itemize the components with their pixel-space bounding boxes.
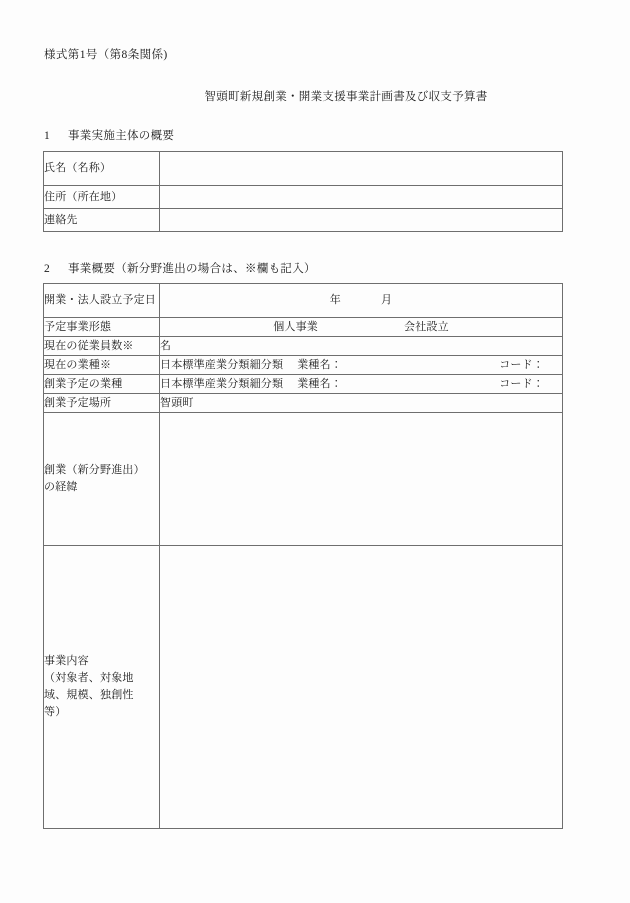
section-2-heading [44,260,316,276]
contents-label-line-2: （対象者、対象地 [44,672,134,684]
row-value-planned-industry[interactable] [160,375,563,394]
section-2-title: 事業概要（新分野進出の場合は、※欄も記入） [68,263,316,275]
row-value-contents[interactable] [160,546,563,829]
form-number: 様式第1号（第8条関係) [44,49,168,61]
contents-label-line-1: 事業内容 [44,655,89,667]
section-1-title: 事業実施主体の概要 [68,130,175,142]
row-label-name: 氏名（名称） [44,152,160,186]
contents-label-line-4: 等） [44,706,67,718]
row-label-location: 創業予定場所 [44,394,160,413]
row-label-contents [44,546,160,829]
planned-industry-name-label: 業種名： [297,377,343,390]
row-value-name[interactable] [160,152,563,186]
employee-count-unit: 名 [160,339,172,352]
section-2-number: 2 [44,263,51,275]
current-industry-name-label: 業種名： [297,358,343,371]
business-form-options [273,321,449,333]
section-1-number: 1 [44,130,51,142]
row-label-background [44,413,160,546]
current-industry-code-label: コード： [499,358,544,371]
table-row [44,546,563,829]
row-label-current-industry: 現在の業種※ [44,356,160,375]
row-value-founding-date[interactable] [160,284,563,318]
planned-industry-classification: 日本標準産業分類細分類 [160,377,284,390]
row-value-current-industry[interactable] [160,356,563,375]
contents-label-line-3: 域、規模、独創性 [44,689,134,701]
row-value-background[interactable] [160,413,563,546]
business-overview-table [43,283,563,829]
table-row [44,356,563,375]
planned-industry-fields [160,376,562,393]
current-industry-left [160,357,342,374]
document-title: 智頭町新規創業・開業支援事業計画書及び収支予算書 [204,91,488,103]
planned-industry-code-label: コード： [499,377,544,390]
row-label-founding-date: 開業・法人設立予定日 [44,284,160,318]
year-unit: 年 [329,294,341,306]
row-value-contact[interactable] [160,209,563,232]
current-industry-classification: 日本標準産業分類細分類 [160,358,284,371]
row-label-contact: 連絡先 [44,209,160,232]
row-label-planned-industry: 創業予定の業種 [44,375,160,394]
table-row [44,209,563,232]
month-unit: 月 [381,294,393,306]
row-value-location[interactable]: 智頭町 [160,394,563,413]
table-row [44,152,563,186]
date-units [330,294,392,306]
planned-industry-left [160,376,342,393]
table-row [44,375,563,394]
option-sole-proprietorship[interactable]: 個人事業 [273,320,318,333]
background-label-line-1: 創業（新分野進出） [44,464,145,476]
row-value-address[interactable] [160,186,563,209]
row-label-business-form: 予定事業形態 [44,318,160,337]
table-row [44,394,563,413]
section-1-heading [44,127,174,143]
row-label-address: 住所（所在地） [44,186,160,209]
row-value-business-form [160,318,563,337]
applicant-overview-table [43,151,563,232]
table-row [44,318,563,337]
background-label-line-2: の経緯 [44,481,78,493]
option-company-establishment[interactable]: 会社設立 [404,320,449,333]
table-row [44,413,563,546]
table-row [44,284,563,318]
row-value-employees[interactable] [160,337,563,356]
row-label-employees: 現在の従業員数※ [44,337,160,356]
table-row [44,337,563,356]
table-row [44,186,563,209]
current-industry-fields [160,357,562,374]
